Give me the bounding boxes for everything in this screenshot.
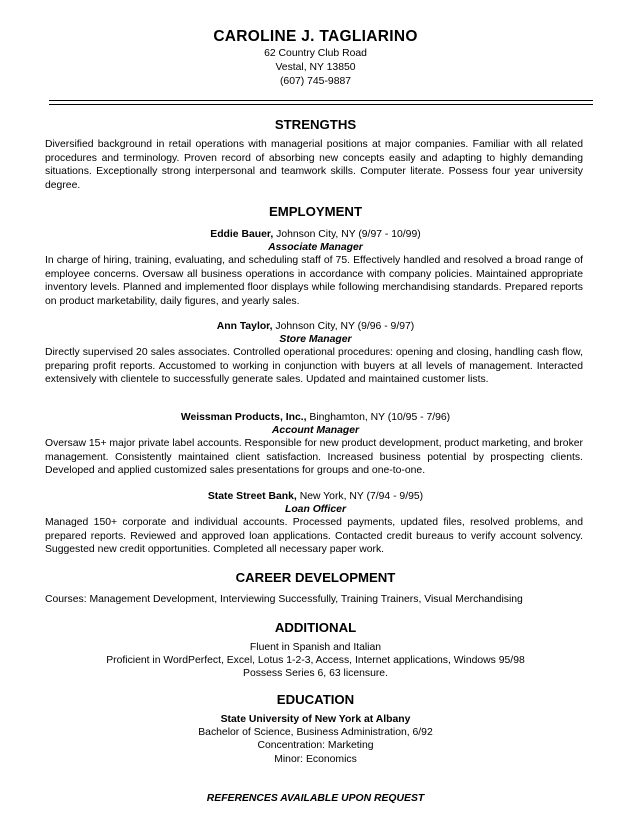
employment-heading: EMPLOYMENT (268, 204, 363, 219)
header-divider-top (49, 100, 593, 101)
job-header (0, 490, 631, 503)
education-heading: EDUCATION (276, 692, 355, 707)
job-description: Managed 150+ corporate and individual accounts. Processed payments, updated files, resolved problems, and prepared reports. Reviewed and approved loan applications. Contacted credit bureaus to verify account solvency. Suggested new credit opportunities. Completed all necessary paper work. (45, 517, 583, 556)
job-header (0, 411, 631, 424)
resume-name: CAROLINE J. TAGLIARINO (213, 28, 418, 45)
job-company: State Street Bank, (207, 491, 297, 502)
job-location-dates: Johnson City, NY (9/97 - 10/99) (273, 229, 421, 240)
job-location-dates: New York, NY (7/94 - 9/95) (296, 491, 424, 502)
job-company: Eddie Bauer, (210, 229, 274, 240)
job-description: Directly supervised 20 sales associates. Controlled operational procedures: opening and closing, handling cash flow, preparing profit reports. Accustomed to working in conjunction with buyers at all levels of management. Interacted extensively with clientele to successfully generate sales. Updated and maintained customer lists. (45, 347, 583, 386)
job-location-dates: Binghamton, NY (10/95 - 7/96) (306, 412, 451, 423)
job-title: Loan Officer (284, 504, 346, 515)
career-development-heading: CAREER DEVELOPMENT (235, 570, 396, 585)
job-header (0, 320, 631, 333)
job-header (0, 228, 631, 241)
strengths-heading: STRENGTHS (274, 117, 357, 132)
education-degree: Bachelor of Science, Business Administration, 6/92 (198, 727, 433, 738)
header-divider-bottom (49, 104, 593, 105)
job-location-dates: Johnson City, NY (9/96 - 9/97) (272, 321, 415, 332)
education-school: State University of New York at Albany (220, 714, 411, 725)
job-company: Weissman Products, Inc., (180, 412, 307, 423)
job-description: Oversaw 15+ major private label accounts. Responsible for new product development, product marketing, and broker management. Consistently maintained client satisfaction. Increased business potential by prospecting clients. Developed and applied customized sales presentations for groups and one-to-one. (45, 438, 583, 477)
job-company: Ann Taylor, (216, 321, 273, 332)
job-title: Account Manager (271, 425, 360, 436)
education-minor: Minor: Economics (274, 754, 357, 765)
job-title: Store Manager (279, 334, 352, 345)
strengths-text: Diversified background in retail operations with managerial positions at major companies. Familiar with all related procedures and terminology. Proven record of absorbing new concepts easily and adapting to highly demanding situations. Exceptionally strong interpersonal and teamwork skills. Computer literate. Possess four year university degree. (45, 139, 583, 191)
references-note: REFERENCES AVAILABLE UPON REQUEST (206, 793, 425, 804)
address-line-1: 62 Country Club Road (264, 48, 367, 59)
additional-heading: ADDITIONAL (274, 620, 357, 635)
job-title: Associate Manager (268, 242, 363, 253)
education-concentration: Concentration: Marketing (257, 740, 374, 751)
additional-line: Possess Series 6, 63 licensure. (243, 668, 388, 679)
additional-line: Fluent in Spanish and Italian (249, 642, 382, 653)
address-line-2: Vestal, NY 13850 (275, 62, 356, 73)
career-development-courses: Courses: Management Development, Interviewing Successfully, Training Trainers, Visual Merchandising (45, 594, 523, 605)
additional-line: Proficient in WordPerfect, Excel, Lotus 1-2-3, Access, Internet applications, Windows 95/98 (106, 655, 525, 666)
job-description: In charge of hiring, training, evaluating, and scheduling staff of 75. Effectively handled and resolved a broad range of employee concerns. Oversaw all business operations in accordance with company policies. Maintained appropriate inventory levels. Planned and implemented floor displays while following merchandising standards. Prepared reports on product marketability, daily figures, and yearly sales. (45, 255, 583, 307)
phone-number: (607) 745-9887 (279, 76, 352, 87)
